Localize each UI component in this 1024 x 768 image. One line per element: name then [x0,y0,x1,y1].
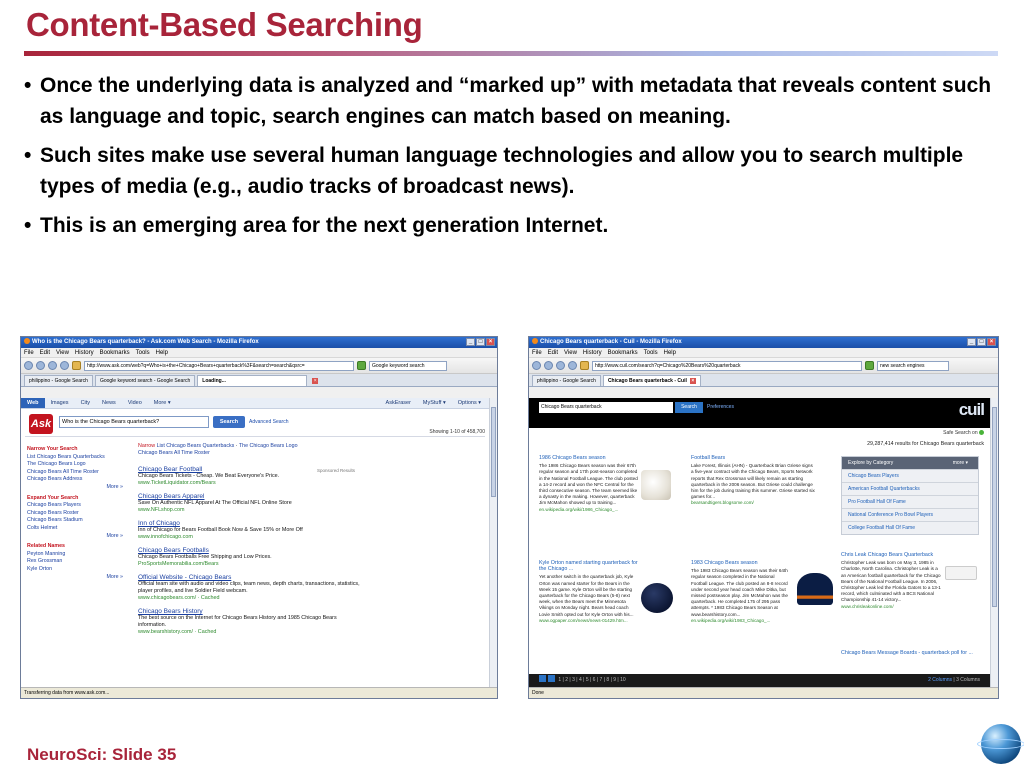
safe-search-label: Safe Search on [943,430,978,436]
preferences-link[interactable]: Preferences [707,404,734,410]
result-title[interactable]: Chicago Bears Message Boards - quarterback poll for ... [841,650,973,656]
bullet-glyph: • [24,214,32,237]
category-more[interactable]: more ▾ [952,460,968,466]
scrollbar-thumb[interactable] [491,407,496,497]
firefox-icon [532,338,538,344]
menu-view[interactable]: View [564,350,577,356]
sidebar-link[interactable]: Colts Helmet [27,524,58,531]
title-divider [24,51,998,56]
window-title: Who is the Chicago Bears quarterback? - Ask.com Web Search - Mozilla Firefox [32,339,259,345]
reload-icon[interactable] [48,361,57,370]
vertical-scrollbar[interactable] [489,398,497,687]
category-header [842,457,978,469]
bullet-list [22,70,997,249]
firefox-icon [24,338,30,344]
vertical-scrollbar[interactable] [990,398,998,687]
result-url: en.wikipedia.org/wiki/1983_Chicago_... [691,617,771,623]
category-item[interactable]: College Football Hall Of Fame [842,521,978,534]
result-title[interactable]: Football Bears [691,455,726,461]
sidebar-link[interactable]: Chicago Bears Stadium [27,517,83,524]
prev-page-icon[interactable] [539,675,546,682]
menu-edit[interactable]: Edit [547,350,559,356]
maximize-button[interactable]: □ [476,338,485,346]
narrow-link[interactable]: List Chicago Bears Quarterbacks [156,443,235,449]
divider [25,436,485,437]
reload-icon[interactable] [556,361,565,370]
result-title[interactable]: Chicago Bear Football [138,466,203,473]
result-url: www.bearshistory.com/ · Cached [138,629,217,635]
sidebar-heading: Related Names [27,543,65,550]
result-snippet: The 1983 Chicago Bears season was their 64th regular season completed in the National Football League. The club posted an 8-8 record under second year head coach Mike Ditka, but missed postseason play. Jim McMahon was the quarterback. He completed 175 of 295 pass attempts. * 1983 Chicago Bears Season at www.bearshistory.com... [691,568,788,617]
bullet-text: This is an emerging area for the next generation Internet. [40,214,609,237]
two-columns-option[interactable]: 2 Columns [928,677,953,683]
narrow-bar: Narrow List Chicago Bears Quarterbacks · The Chicago Bears Logo Chicago Bears All Time Roster [138,443,298,456]
go-icon[interactable] [865,361,874,370]
result-card [841,552,941,610]
result-snippet: Yet another switch in the quarterback job, Kyle Orton was named starter for the Bears in the Week 15 game. Kyle Orton will be the starting quarterback for the Chicago Bears (5-8) next week, when the Bears meet the Minnesota Vikings on Monday night. Bears head coach Lovie Smith opted out for Kyle Orton with his... [539,574,634,617]
scrollbar-thumb[interactable] [992,407,997,607]
tab-google-keyword[interactable]: Google keyword search - Google Search [95,375,195,386]
ask-browser-screenshot [20,336,498,699]
home-icon[interactable] [72,361,81,370]
nav-mystuff[interactable]: MyStuff ▾ [422,400,446,406]
safe-search-status[interactable] [943,430,984,436]
result-desc: Official team site with audio and video clips, team news, depth charts, transactions, statistics, player profiles, and live Soldier Field webcam. [138,581,360,594]
ask-search-input[interactable]: Who is the Chicago Bears quarterback? [59,416,209,428]
nav-images[interactable]: Images [50,400,69,406]
bears-helmet-thumbnail[interactable] [641,583,673,613]
sidebar-link[interactable]: Kyle Orton [27,565,53,572]
window-titlebar [21,337,497,348]
result-title[interactable]: Official Website - Chicago Bears [138,574,232,581]
result-card [841,650,981,658]
sponsored-label: Sponsored Results [317,468,356,473]
result-card [691,560,791,624]
more-link[interactable]: More » [106,532,123,539]
address-bar[interactable]: http://www.cuil.com/search?q=Chicago%20Bears%20quarterback [592,361,862,371]
menu-tools[interactable]: Tools [135,350,150,356]
sidebar-link[interactable]: Chicago Bears Players [27,502,81,509]
sidebar-heading: Expand Your Search [27,494,79,501]
result-title[interactable]: Chicago Bears Apparel [138,493,205,500]
menu-help[interactable]: Help [155,350,168,356]
sidebar-link[interactable]: Chicago Bears Roster [27,509,79,516]
minimize-button[interactable]: _ [466,338,475,346]
result-url: www.TicketLiquidator.com/Bears [138,480,216,486]
result-item [138,547,366,568]
tab-label: Chicago Bears quarterback - Cuil [607,378,687,384]
tab-loading[interactable] [197,375,307,386]
three-columns-option[interactable]: 3 Columns [956,677,980,683]
result-url: www.ogpaper.com/news/news-01429.htm... [539,617,628,623]
category-item[interactable]: Pro Football Hall Of Fame [842,495,978,508]
result-card [691,455,816,507]
ask-nav-bar [21,398,497,409]
result-title[interactable]: Chicago Bears Footballs [138,547,209,554]
page-numbers[interactable]: 1 | 2 | 3 | 4 | 5 | 6 | 7 | 8 | 9 | 10 [558,677,626,683]
sidebar-link[interactable]: Chicago Bears Address [27,476,83,483]
maximize-button[interactable]: □ [977,338,986,346]
window-title: Chicago Bears quarterback - Cuil - Mozilla Firefox [540,339,682,345]
cuil-browser-screenshot [528,336,999,699]
tab-cuil[interactable] [603,375,701,386]
menu-bookmarks[interactable]: Bookmarks [607,350,638,356]
address-bar[interactable]: http://www.ask.com/web?q=Who+is+the+Chicago+Bears+quarterback%3F&search=search&qsrc= [84,361,354,371]
tab-label: Loading... [202,378,226,384]
result-snippet: The 1986 Chicago Bears season was their 67th regular season and 17th post-season completed in the National Football League. The club posted a 14-2 record and won the NFC Central for the third consecutive season. The team seemed like a dynasty in the making. However, quarterback Jim McMahon showed up to training... [539,463,638,506]
sidebar-link[interactable]: The Chicago Bears Logo [27,461,86,468]
result-card [539,560,639,624]
menu-edit[interactable]: Edit [39,350,51,356]
column-options: 2 Columns | 3 Columns [928,677,980,683]
menu-bar [21,348,497,358]
tab-bar [21,374,497,387]
ask-search-button[interactable]: Search [213,416,245,428]
more-link[interactable]: More » [106,483,123,490]
pagination-bar [529,674,990,687]
slide-title: Content-Based Searching [26,6,423,43]
category-title: Explore by Category [848,460,894,466]
window-controls [466,338,495,346]
white-cap-thumbnail[interactable] [641,470,671,500]
nav-more[interactable]: More ▾ [153,400,171,406]
result-title[interactable]: Inn of Chicago [138,520,180,527]
nav-city[interactable]: City [80,400,91,406]
result-url: www.NFLshop.com [138,507,185,513]
result-title[interactable]: Chicago Bears History [138,608,203,615]
result-snippet: Christopher Leak was born on May 3, 1985 in Charlotte, North Carolina. Christopher Leak is a an American football quarterback for the Chicago Bears of the National Football League. In 2006, Christopher Leak led the Florida Gators to a 13-1 record, which culminated with a BCS National Championship 41-14 victory... [841,560,941,603]
slide-footer: NeuroSci: Slide 35 [27,745,177,764]
result-url: www.chicagobears.com/ · Cached [138,595,220,601]
result-title[interactable]: 1983 Chicago Bears season [691,560,758,566]
cuil-search-button[interactable]: Search [675,402,703,413]
next-page-icon[interactable] [548,675,555,682]
ask-logo[interactable]: Ask [29,414,53,434]
sidebar-heading: Narrow Your Search [27,446,78,452]
window-controls [967,338,996,346]
close-button[interactable]: × [987,338,996,346]
globe-ring [977,739,1024,749]
status-bar: Done [529,687,998,698]
result-snippet: Lake Forest, Illinois (AHN) - Quarterback Brian Griese signs a five-year contract with the Chicago Bears, Sports Network reports that Rex Grossman will likely remain as starting quarterback in the 2006 season. But Griese could challenge him for the job during training this summer. Griese started six games for... [691,463,815,500]
cuil-header [529,398,998,428]
bullet-text: Such sites make use several human language technologies and allow you to search multiple types of media (e.g., audio tracks of broadcast news). [40,144,964,198]
narrow-link[interactable]: Chicago Bears All Time Roster [138,450,210,456]
ask-sidebar [27,443,127,581]
tab-bar [529,374,998,387]
minimize-button[interactable]: _ [967,338,976,346]
cuil-page [529,398,998,687]
result-url: ProSportsMemorabilia.com/Bears [138,561,219,567]
result-item [138,493,366,514]
result-count: Showing 1-10 of 458,700 [429,429,485,435]
result-item [138,520,366,541]
menu-bookmarks[interactable]: Bookmarks [99,350,130,356]
back-arrow-icon[interactable] [24,361,33,370]
result-url: bearsandtigers.blogsome.com/ [691,500,754,506]
menu-view[interactable]: View [56,350,69,356]
navigation-toolbar [529,358,998,374]
status-bar: Transferring data from www.ask.com... [21,687,497,698]
navigation-toolbar [21,358,497,374]
category-item[interactable]: American Football Quarterbacks [842,482,978,495]
menu-help[interactable]: Help [663,350,676,356]
close-button[interactable]: × [486,338,495,346]
result-desc: Chicago Bears Tickets - Cheap. We Beat Everyone's Price. [138,473,280,479]
close-tab-icon[interactable]: × [691,378,695,384]
menu-file[interactable]: File [532,350,542,356]
narrow-label: Narrow [138,443,156,449]
category-item[interactable]: National Conference Pro Bowl Players [842,508,978,521]
bullet-glyph: • [24,144,32,167]
result-url: www.chrisleakonline.com/ [841,603,894,609]
result-title[interactable]: 1986 Chicago Bears season [539,455,606,461]
result-desc: Save On Authentic NFL Apparel At The Official NFL Online Store [138,500,292,506]
result-url: www.innofchicago.com [138,534,193,540]
bullet-item [22,140,997,202]
nav-right [380,398,497,408]
ask-results-list [138,466,366,642]
stop-icon[interactable] [568,361,577,370]
go-icon[interactable] [357,361,366,370]
back-arrow-icon[interactable] [532,361,541,370]
menu-bar [529,348,998,358]
nav-video[interactable]: Video [127,400,142,406]
bullet-item [22,210,997,241]
stop-icon[interactable] [60,361,69,370]
result-card [539,455,639,513]
cuil-logo[interactable]: cuil [958,400,984,419]
nav-askeraser[interactable]: AskEraser [385,400,411,406]
nav-news[interactable]: News [102,400,116,406]
result-url: en.wikipedia.org/wiki/1986_Chicago_... [539,506,619,512]
window-titlebar [529,337,998,348]
forward-arrow-icon[interactable] [544,361,553,370]
status-dot-icon [979,430,984,435]
category-item[interactable]: Chicago Bears Players [842,469,978,482]
sidebar-link[interactable]: Chicago Bears All Time Roster [27,468,99,475]
more-link[interactable]: More » [106,573,123,580]
narrow-link[interactable]: The Chicago Bears Logo [238,443,298,449]
result-item [138,574,366,602]
tab-philippino[interactable]: philippino - Google Search [532,375,601,386]
globe-logo-icon [981,724,1021,764]
result-desc: The best source on the Internet for Chicago Bears History and 1985 Chicago Bears information. [138,615,337,628]
ask-page [21,398,497,687]
bullet-glyph: • [24,74,32,97]
tab-philippino[interactable]: philippino - Google Search [24,375,93,386]
nav-web[interactable]: Web [21,398,45,408]
bullet-item [22,70,997,132]
advanced-search-link[interactable]: Advanced Search [249,419,289,425]
nav-options[interactable]: Options ▾ [457,400,481,406]
menu-history[interactable]: History [74,350,94,356]
close-tab-icon[interactable]: × [313,378,317,384]
result-item [138,608,366,636]
bullet-text: Once the underlying data is analyzed and “marked up” with metadata that reveals content such as language and topic, search engines can match based on meaning. [40,74,992,128]
cuil-search-input[interactable]: Chicago Bears quarterback [539,402,673,413]
result-title[interactable]: Kyle Orton named starting quarterback for the Chicago ... [539,560,638,573]
navy-beanie-thumbnail[interactable] [797,573,833,605]
result-count: 29,287,414 results for Chicago Bears quarterback [867,441,984,447]
menu-tools[interactable]: Tools [643,350,658,356]
sidebar-link[interactable]: Peyton Manning [27,550,66,557]
forward-arrow-icon[interactable] [36,361,45,370]
sidebar-link[interactable]: Rex Grossman [27,558,63,565]
search-input[interactable]: Google keyword search [369,361,447,371]
result-desc: Chicago Bears Footballs Free Shipping and Low Prices. [138,554,272,560]
sidebar-link[interactable]: List Chicago Bears Quarterbacks [27,453,105,460]
result-title[interactable]: Chris Leak Chicago Bears Quarterback [841,552,934,558]
result-item [138,466,366,487]
search-input[interactable]: new search engines [877,361,949,371]
menu-history[interactable]: History [582,350,602,356]
player-thumbnail[interactable] [945,566,977,580]
category-panel [841,456,979,535]
result-desc: Inn of Chicago for Bears Football Book Now & Save 15% or More Off [138,527,303,533]
menu-file[interactable]: File [24,350,34,356]
home-icon[interactable] [580,361,589,370]
